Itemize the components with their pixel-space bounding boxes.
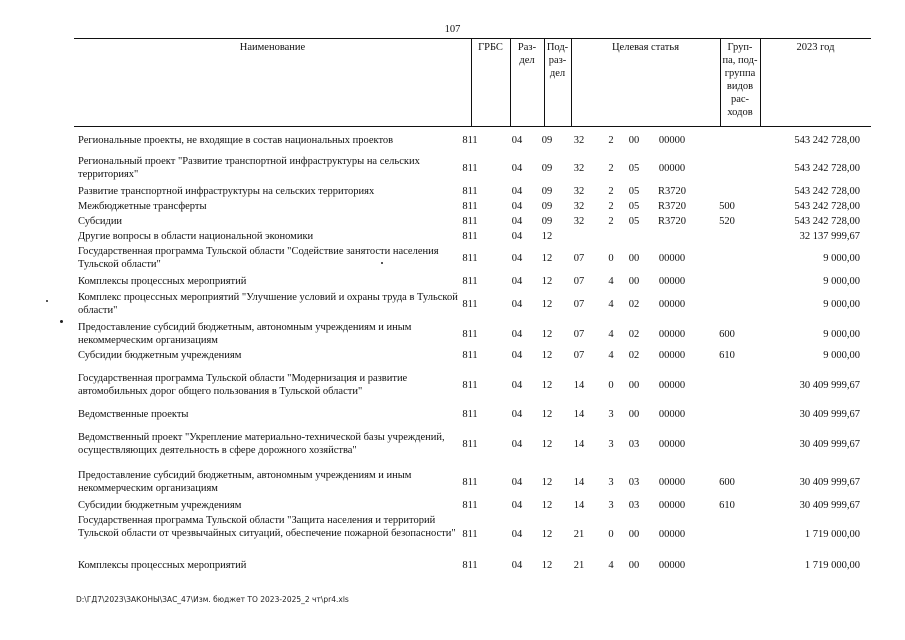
cell-target-program: 32 — [573, 186, 585, 197]
cell-target-program: 21 — [573, 528, 585, 540]
page-number: 107 — [444, 24, 461, 35]
cell-target-direction: 00000 — [658, 477, 686, 489]
table-row — [0, 156, 905, 181]
cell-amount: 30 409 999,67 — [799, 477, 860, 489]
cell-amount: 9 000,00 — [823, 276, 860, 287]
cell-grbs: 811 — [462, 380, 478, 392]
table-row — [0, 500, 905, 513]
cell-amount: 1 719 000,00 — [804, 528, 860, 540]
scan-speck — [60, 320, 63, 323]
cell-razdel: 04 — [511, 186, 523, 197]
cell-target-type: 2 — [608, 135, 614, 146]
cell-name: Ведомственные проекты — [78, 409, 189, 420]
cell-podrazdel: 12 — [541, 380, 553, 392]
cell-razdel: 04 — [511, 231, 523, 242]
cell-razdel: 04 — [511, 276, 523, 287]
cell-amount: 30 409 999,67 — [799, 500, 860, 511]
cell-podrazdel: 12 — [541, 276, 553, 287]
cell-target-subprogram: 00 — [628, 135, 640, 146]
cell-target-direction: 00000 — [658, 135, 686, 146]
header-podrazdel-line: Под- — [546, 42, 569, 53]
cell-target-subprogram: 00 — [628, 409, 640, 420]
cell-name: Региональные проекты, не входящие в состав национальных проектов — [78, 135, 394, 146]
cell-target-program: 14 — [573, 409, 585, 420]
cell-razdel: 04 — [511, 439, 523, 451]
table-row — [0, 201, 905, 214]
table-row — [0, 470, 905, 495]
cell-razdel: 04 — [511, 253, 523, 265]
cell-name: Субсидии бюджетным учреждениям — [78, 350, 242, 361]
cell-target-direction: 00000 — [658, 528, 686, 540]
header-grbs: ГРБС — [478, 42, 503, 53]
cell-target-direction: 00000 — [658, 380, 686, 392]
cell-target-type: 4 — [608, 276, 614, 287]
table-row — [0, 216, 905, 229]
header-group-line: ходов — [727, 107, 753, 118]
cell-podrazdel: 09 — [541, 186, 553, 197]
cell-expense-group: 520 — [719, 216, 735, 227]
table-row — [0, 231, 905, 244]
cell-podrazdel: 12 — [541, 231, 553, 242]
cell-razdel: 04 — [511, 560, 523, 571]
cell-expense-group: 610 — [719, 350, 735, 361]
cell-amount: 543 242 728,00 — [794, 201, 860, 212]
file-path: D:\ГД7\2023\ЗАКОНЫ\ЗАС_47\Изм. бюджет ТО 2023-2025_2 чт\pr4.xls — [76, 595, 349, 604]
table-row — [0, 292, 905, 317]
cell-name: Комплексы процессных мероприятий — [78, 276, 247, 287]
cell-target-direction: R3720 — [657, 216, 686, 227]
cell-amount: 9 000,00 — [823, 350, 860, 361]
cell-name: Комплекс процессных мероприятий "Улучшение условий и охраны труда в Тульской области" — [78, 292, 458, 316]
cell-amount: 9 000,00 — [823, 253, 860, 265]
cell-razdel: 04 — [511, 135, 523, 146]
cell-target-program: 14 — [573, 500, 585, 511]
table-row — [0, 246, 905, 271]
cell-name: Государственная программа Тульской области "Содействие занятости населения Тульской области" — [78, 246, 439, 270]
cell-target-type: 2 — [608, 201, 614, 212]
cell-grbs: 811 — [462, 500, 478, 511]
cell-grbs: 811 — [462, 231, 478, 242]
cell-target-direction: 00000 — [658, 276, 686, 287]
cell-podrazdel: 12 — [541, 253, 553, 265]
cell-podrazdel: 09 — [541, 135, 553, 146]
cell-expense-group: 500 — [719, 201, 735, 212]
cell-amount: 9 000,00 — [823, 329, 860, 341]
cell-target-subprogram: 03 — [628, 500, 640, 511]
cell-podrazdel: 09 — [541, 201, 553, 212]
header-group-line: рас- — [730, 94, 750, 105]
cell-podrazdel: 12 — [541, 350, 553, 361]
header-target: Целевая статья — [611, 42, 680, 53]
header-razdel-line: дел — [519, 55, 535, 66]
cell-target-subprogram: 00 — [628, 253, 640, 265]
cell-razdel: 04 — [511, 299, 523, 311]
cell-amount: 30 409 999,67 — [799, 439, 860, 451]
cell-podrazdel: 09 — [541, 216, 553, 227]
cell-target-program: 32 — [573, 163, 585, 175]
cell-target-subprogram: 03 — [628, 439, 640, 451]
cell-target-subprogram: 00 — [628, 380, 640, 392]
header-group-line: Груп- — [727, 42, 753, 53]
cell-name: Ведомственный проект "Укрепление материально-технической базы учреждений, осуществляющих деятельность в сфере дорожного хозяйства" — [78, 432, 445, 456]
header-group-line: видов — [726, 81, 754, 92]
cell-grbs: 811 — [462, 329, 478, 341]
header-year: 2023 год — [796, 42, 835, 53]
table-header — [74, 38, 871, 127]
table-row — [0, 560, 905, 573]
scan-speck — [381, 262, 383, 264]
cell-name: Субсидии бюджетным учреждениям — [78, 500, 242, 511]
cell-target-subprogram: 02 — [628, 350, 640, 361]
cell-target-program: 32 — [573, 216, 585, 227]
cell-grbs: 811 — [462, 135, 478, 146]
cell-name: Комплексы процессных мероприятий — [78, 560, 247, 571]
table-row — [0, 432, 905, 457]
cell-target-type: 0 — [608, 380, 614, 392]
cell-target-program: 07 — [573, 253, 585, 265]
cell-target-type: 4 — [608, 299, 614, 311]
cell-podrazdel: 12 — [541, 409, 553, 420]
cell-target-subprogram: 02 — [628, 329, 640, 341]
cell-amount: 30 409 999,67 — [799, 380, 860, 392]
cell-target-direction: 00000 — [658, 329, 686, 341]
table-row — [0, 322, 905, 347]
cell-target-type: 4 — [608, 329, 614, 341]
cell-target-direction: 00000 — [658, 409, 686, 420]
cell-target-direction: 00000 — [658, 253, 686, 265]
header-group-line: группа — [724, 68, 756, 79]
cell-name: Межбюджетные трансферты — [78, 201, 207, 212]
cell-target-subprogram: 02 — [628, 299, 640, 311]
cell-podrazdel: 12 — [541, 477, 553, 489]
cell-razdel: 04 — [511, 216, 523, 227]
cell-grbs: 811 — [462, 560, 478, 571]
cell-target-direction: R3720 — [657, 201, 686, 212]
cell-grbs: 811 — [462, 439, 478, 451]
cell-target-subprogram: 03 — [628, 477, 640, 489]
cell-podrazdel: 12 — [541, 528, 553, 540]
cell-name: Другие вопросы в области национальной экономики — [78, 231, 314, 242]
cell-grbs: 811 — [462, 350, 478, 361]
cell-amount: 9 000,00 — [823, 299, 860, 311]
cell-grbs: 811 — [462, 216, 478, 227]
cell-target-type: 2 — [608, 163, 614, 175]
cell-amount: 543 242 728,00 — [794, 216, 860, 227]
cell-target-type: 2 — [608, 216, 614, 227]
cell-expense-group: 610 — [719, 500, 735, 511]
cell-name: Развитие транспортной инфраструктуры на сельских территориях — [78, 186, 375, 197]
cell-podrazdel: 12 — [541, 560, 553, 571]
cell-target-program: 07 — [573, 329, 585, 341]
cell-grbs: 811 — [462, 299, 478, 311]
cell-target-program: 14 — [573, 439, 585, 451]
cell-razdel: 04 — [511, 201, 523, 212]
cell-grbs: 811 — [462, 186, 478, 197]
header-razdel-line: Раз- — [517, 42, 537, 53]
cell-razdel: 04 — [511, 409, 523, 420]
header-name: Наименование — [239, 42, 306, 53]
cell-podrazdel: 09 — [541, 163, 553, 175]
header-podrazdel-line: раз- — [548, 55, 567, 66]
cell-grbs: 811 — [462, 163, 478, 175]
table-row — [0, 350, 905, 363]
header-group-line: па, под- — [722, 55, 758, 66]
cell-target-program: 14 — [573, 380, 585, 392]
header-group — [720, 41, 760, 119]
cell-amount: 32 137 999,67 — [799, 231, 860, 242]
cell-razdel: 04 — [511, 329, 523, 341]
cell-podrazdel: 12 — [541, 299, 553, 311]
cell-target-type: 3 — [608, 477, 614, 489]
cell-amount: 1 719 000,00 — [804, 560, 860, 571]
cell-target-subprogram: 05 — [628, 163, 640, 175]
scan-speck — [46, 300, 48, 302]
cell-target-program: 32 — [573, 201, 585, 212]
cell-target-subprogram: 05 — [628, 201, 640, 212]
cell-name: Государственная программа Тульской области "Защита населения и территорий Тульской области от чрезвычайных ситуаций, обеспечение пожарной безопасности" — [78, 515, 456, 539]
cell-grbs: 811 — [462, 477, 478, 489]
cell-razdel: 04 — [511, 477, 523, 489]
cell-amount: 543 242 728,00 — [794, 186, 860, 197]
cell-expense-group: 600 — [719, 329, 735, 341]
cell-name: Предоставление субсидий бюджетным, автономным учреждениям и иным некоммерческим организациям — [78, 322, 412, 346]
cell-podrazdel: 12 — [541, 500, 553, 511]
cell-razdel: 04 — [511, 380, 523, 392]
table-row — [0, 135, 905, 148]
cell-target-program: 07 — [573, 276, 585, 287]
cell-target-program: 32 — [573, 135, 585, 146]
cell-amount: 543 242 728,00 — [794, 163, 860, 175]
cell-amount: 30 409 999,67 — [799, 409, 860, 420]
header-podrazdel — [544, 41, 571, 80]
cell-razdel: 04 — [511, 500, 523, 511]
cell-target-program: 07 — [573, 299, 585, 311]
cell-expense-group: 600 — [719, 477, 735, 489]
cell-target-subprogram: 00 — [628, 276, 640, 287]
table-row — [0, 515, 905, 553]
cell-razdel: 04 — [511, 350, 523, 361]
cell-target-subprogram: 05 — [628, 186, 640, 197]
cell-target-direction: 00000 — [658, 299, 686, 311]
cell-name: Предоставление субсидий бюджетным, автономным учреждениям и иным некоммерческим организациям — [78, 470, 412, 494]
cell-grbs: 811 — [462, 201, 478, 212]
cell-target-subprogram: 00 — [628, 560, 640, 571]
cell-target-type: 3 — [608, 439, 614, 451]
cell-target-program: 14 — [573, 477, 585, 489]
cell-target-direction: 00000 — [658, 439, 686, 451]
cell-target-type: 3 — [608, 500, 614, 511]
cell-target-direction: 00000 — [658, 500, 686, 511]
table-row — [0, 373, 905, 398]
cell-target-direction: 00000 — [658, 163, 686, 175]
header-razdel — [510, 41, 544, 67]
cell-target-program: 21 — [573, 560, 585, 571]
cell-target-type: 4 — [608, 560, 614, 571]
cell-target-subprogram: 05 — [628, 216, 640, 227]
cell-target-direction: 00000 — [658, 560, 686, 571]
cell-razdel: 04 — [511, 163, 523, 175]
cell-target-subprogram: 00 — [628, 528, 640, 540]
table-row — [0, 276, 905, 289]
cell-grbs: 811 — [462, 253, 478, 265]
cell-target-type: 2 — [608, 186, 614, 197]
cell-target-type: 3 — [608, 409, 614, 420]
cell-grbs: 811 — [462, 409, 478, 420]
cell-target-type: 0 — [608, 253, 614, 265]
cell-target-direction: 00000 — [658, 350, 686, 361]
table-row — [0, 186, 905, 199]
cell-amount: 543 242 728,00 — [794, 135, 860, 146]
cell-podrazdel: 12 — [541, 329, 553, 341]
cell-target-direction: R3720 — [657, 186, 686, 197]
cell-razdel: 04 — [511, 528, 523, 540]
cell-podrazdel: 12 — [541, 439, 553, 451]
cell-target-type: 4 — [608, 350, 614, 361]
cell-target-program: 07 — [573, 350, 585, 361]
cell-target-type: 0 — [608, 528, 614, 540]
cell-name: Субсидии — [78, 216, 123, 227]
cell-name: Государственная программа Тульской области "Модернизация и развитие автомобильных дорог общего пользования в Тульской области" — [78, 373, 408, 397]
header-podrazdel-line: дел — [549, 68, 566, 79]
cell-grbs: 811 — [462, 528, 478, 540]
cell-grbs: 811 — [462, 276, 478, 287]
cell-name: Региональный проект "Развитие транспортной инфраструктуры на сельских территориях" — [78, 156, 420, 180]
table-row — [0, 409, 905, 422]
